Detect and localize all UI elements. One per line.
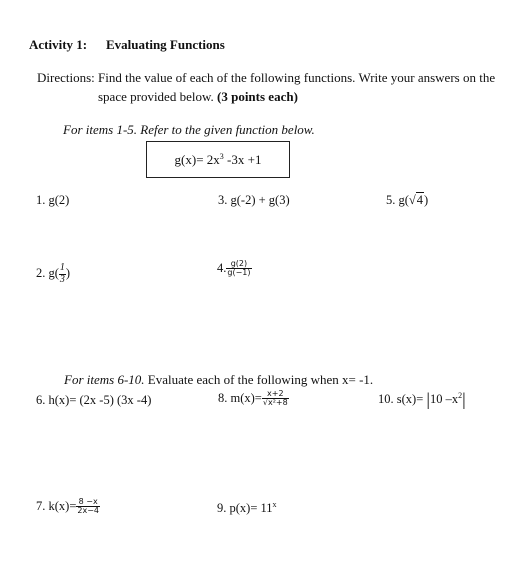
- part2-instruction: For items 6-10. Evaluate each of the following when x= -1.: [64, 372, 374, 387]
- directions-line-2: space provided below. (3 points each): [98, 89, 298, 104]
- item-4: 4. $\frac{g(2)}{g(-1)}$: [217, 259, 251, 278]
- item-5: 5. g(√4): [386, 193, 429, 207]
- item-10: 10. s(x)= |10 $-x^2|$: [378, 389, 466, 409]
- item-7: 7. k(x)= $\frac{8 -x}{2x-4}$: [36, 497, 99, 516]
- given-function-box: [146, 141, 290, 178]
- given-function: $g(x)= 2x^3$ -3x +1: [174, 151, 262, 167]
- part1-instruction: For items 1-5. Refer to the given function below.: [63, 122, 315, 137]
- item-2: 2. g( $\frac{1}{3}$ ): [36, 262, 71, 285]
- item-8: 8. m(x)= $\frac{x+2}{\text{√x²+8}}$: [218, 389, 288, 408]
- activity-label: Activity 1:: [29, 37, 88, 52]
- item-1: 1. g(2): [36, 193, 70, 207]
- item-6: 6. h(x)= (2x -5) (3x -4): [36, 393, 152, 407]
- activity-title: Evaluating Functions: [106, 37, 225, 52]
- item-9: 9. $p(x)= 11^x$: [217, 500, 277, 515]
- directions-line-1: Directions: Find the value of each of the following functions. Write your answers on the: [37, 70, 496, 85]
- item-3: 3. g(-2) + g(3): [218, 193, 290, 207]
